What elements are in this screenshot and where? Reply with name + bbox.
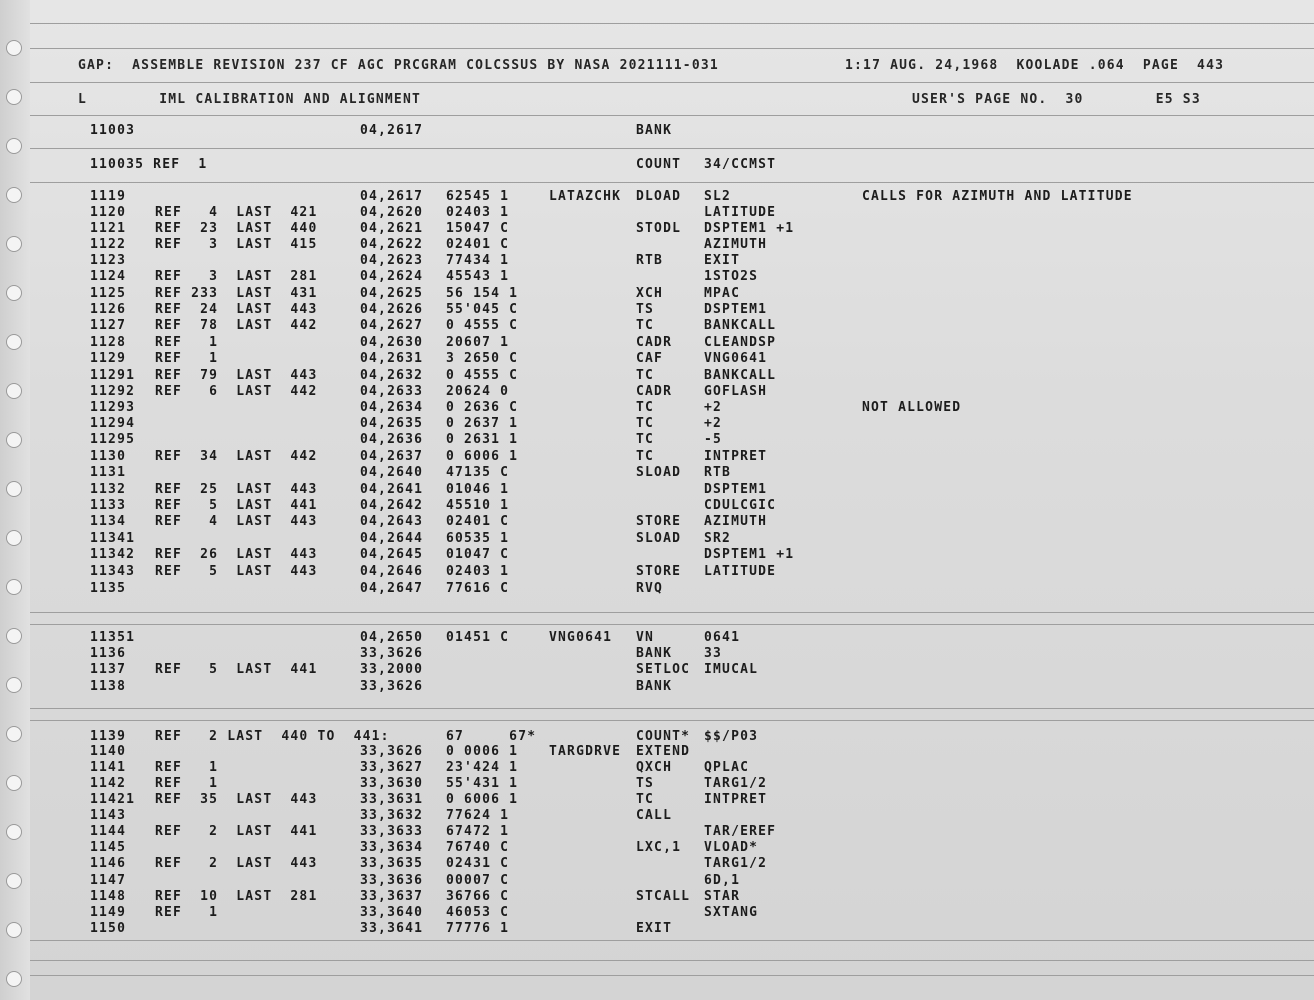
- opcode: TS: [636, 302, 655, 317]
- line-number: 1142: [90, 776, 127, 791]
- ref-info: REF 4 LAST 443: [155, 514, 318, 529]
- line-number: 1136: [90, 646, 127, 661]
- address: 33,3626: [360, 679, 424, 694]
- operand: VNG0641: [704, 351, 768, 366]
- object-code: 0 2631 1: [446, 432, 519, 447]
- ref-info: REF 5 LAST 443: [155, 564, 318, 579]
- opcode: SLOAD: [636, 531, 682, 546]
- operand: RTB: [704, 465, 732, 480]
- object-code: 56 154 1: [446, 286, 519, 301]
- address: 33,3626: [360, 744, 424, 759]
- operand: TAR/EREF: [704, 824, 777, 839]
- line-number: 1138: [90, 679, 127, 694]
- address: 33,3630: [360, 776, 424, 791]
- opcode: CADR: [636, 384, 673, 399]
- line-number: 11295: [90, 432, 136, 447]
- feed-hole: [6, 334, 22, 350]
- feed-hole: [6, 971, 22, 987]
- ruled-line: [30, 115, 1314, 116]
- object-code: 77616 C: [446, 581, 510, 596]
- address: 04,2645: [360, 547, 424, 562]
- object-code: 3 2650 C: [446, 351, 519, 366]
- section-title: L IML CALIBRATION AND ALIGNMENT: [78, 92, 422, 107]
- line-number: 1119: [90, 189, 127, 204]
- object-code: 0 6006 1: [446, 449, 519, 464]
- address: 04,2625: [360, 286, 424, 301]
- ref-info: REF 79 LAST 443: [155, 368, 318, 383]
- address: 33,3640: [360, 905, 424, 920]
- line-number: 11293: [90, 400, 136, 415]
- ref-info: REF 10 LAST 281: [155, 889, 318, 904]
- address: 04,2644: [360, 531, 424, 546]
- operand: 33: [704, 646, 723, 661]
- opcode: EXTEND: [636, 744, 691, 759]
- address: 04,2647: [360, 581, 424, 596]
- ruled-line: [30, 940, 1314, 941]
- line-number: 1131: [90, 465, 127, 480]
- object-code: 23'424 1: [446, 760, 519, 775]
- address: 04,2617: [360, 123, 424, 138]
- opcode: VN: [636, 630, 655, 645]
- line-number: 1148: [90, 889, 127, 904]
- feed-hole: [6, 187, 22, 203]
- line-number: 1145: [90, 840, 127, 855]
- address: 33,3627: [360, 760, 424, 775]
- object-code: 20607 1: [446, 335, 510, 350]
- opcode: LXC,1: [636, 840, 682, 855]
- address: 04,2646: [360, 564, 424, 579]
- address: 04,2650: [360, 630, 424, 645]
- tractor-feed-strip: [0, 0, 30, 1000]
- opcode: TC: [636, 368, 655, 383]
- operand: TARG1/2: [704, 856, 768, 871]
- operand: GOFLASH: [704, 384, 768, 399]
- operand: BANKCALL: [704, 318, 777, 333]
- line-number: 11342: [90, 547, 136, 562]
- ref-info: REF 1: [155, 776, 219, 791]
- object-code: 02403 1: [446, 564, 510, 579]
- feed-hole: [6, 383, 22, 399]
- opcode: TC: [636, 792, 655, 807]
- feed-hole: [6, 775, 22, 791]
- line-number: 110035 REF 1: [90, 157, 208, 172]
- operand: STAR: [704, 889, 741, 904]
- opcode: QXCH: [636, 760, 673, 775]
- line-number: 1146: [90, 856, 127, 871]
- opcode: TS: [636, 776, 655, 791]
- feed-hole: [6, 922, 22, 938]
- operand: AZIMUTH: [704, 237, 768, 252]
- address: 04,2636: [360, 432, 424, 447]
- address: 04,2623: [360, 253, 424, 268]
- object-code: 67 67*: [446, 729, 537, 744]
- feed-hole: [6, 285, 22, 301]
- operand: IMUCAL: [704, 662, 759, 677]
- feed-hole: [6, 40, 22, 56]
- operand: QPLAC: [704, 760, 750, 775]
- ruled-line: [30, 720, 1314, 721]
- line-number: 1125: [90, 286, 127, 301]
- operand: $$/P03: [704, 729, 759, 744]
- opcode: CALL: [636, 808, 673, 823]
- address: 04,2641: [360, 482, 424, 497]
- ref-info: REF 1: [155, 760, 219, 775]
- feed-hole: [6, 89, 22, 105]
- object-code: 46053 C: [446, 905, 510, 920]
- line-number: 1127: [90, 318, 127, 333]
- ref-info: REF 4 LAST 421: [155, 205, 318, 220]
- ruled-line: [30, 23, 1314, 24]
- line-number: 1135: [90, 581, 127, 596]
- operand: TARG1/2: [704, 776, 768, 791]
- object-code: 55'045 C: [446, 302, 519, 317]
- object-code: 15047 C: [446, 221, 510, 236]
- line-number: 1144: [90, 824, 127, 839]
- object-code: 76740 C: [446, 840, 510, 855]
- opcode: CADR: [636, 335, 673, 350]
- operand: DSPTEM1: [704, 482, 768, 497]
- comment: NOT ALLOWED: [862, 400, 962, 415]
- opcode: SETLOC: [636, 662, 691, 677]
- operand: +2: [704, 400, 723, 415]
- object-code: 0 0006 1: [446, 744, 519, 759]
- address: 33,3632: [360, 808, 424, 823]
- address: 04,2635: [360, 416, 424, 431]
- ruled-line: [30, 708, 1314, 709]
- operand: +2: [704, 416, 723, 431]
- line-number: 1143: [90, 808, 127, 823]
- object-code: 55'431 1: [446, 776, 519, 791]
- operand: 1STO2S: [704, 269, 759, 284]
- line-number: 1137: [90, 662, 127, 677]
- operand: 34/CCMST: [704, 157, 777, 172]
- label: LATAZCHK: [549, 189, 622, 204]
- line-number: 1141: [90, 760, 127, 775]
- opcode: TC: [636, 318, 655, 333]
- line-number: 1140: [90, 744, 127, 759]
- line-number: 1147: [90, 873, 127, 888]
- address: 04,2626: [360, 302, 424, 317]
- object-code: 01046 1: [446, 482, 510, 497]
- operand: SXTANG: [704, 905, 759, 920]
- assembly-timestamp-page: 1:17 AUG. 24,1968 KOOLADE .064 PAGE 443: [845, 58, 1225, 73]
- opcode: TC: [636, 400, 655, 415]
- object-code: 77776 1: [446, 921, 510, 936]
- address: 04,2633: [360, 384, 424, 399]
- assembly-header: GAP: ASSEMBLE REVISION 237 CF AGC PRCGRAM COLCSSUS BY NASA 2021111-031: [78, 58, 719, 73]
- object-code: 0 4555 C: [446, 368, 519, 383]
- ref-info: REF 2 LAST 440 TO 441:: [155, 729, 390, 744]
- operand: DSPTEM1: [704, 302, 768, 317]
- address: 04,2627: [360, 318, 424, 333]
- address: 33,3636: [360, 873, 424, 888]
- ruled-line: [30, 624, 1314, 625]
- object-code: 20624 0: [446, 384, 510, 399]
- object-code: 01451 C: [446, 630, 510, 645]
- opcode: COUNT: [636, 157, 682, 172]
- line-number: 1133: [90, 498, 127, 513]
- opcode: TC: [636, 432, 655, 447]
- opcode: BANK: [636, 646, 673, 661]
- ref-info: REF 3 LAST 415: [155, 237, 318, 252]
- comment: CALLS FOR AZIMUTH AND LATITUDE: [862, 189, 1133, 204]
- line-number: 11291: [90, 368, 136, 383]
- ref-info: REF 78 LAST 442: [155, 318, 318, 333]
- address: 04,2631: [360, 351, 424, 366]
- line-number: 1134: [90, 514, 127, 529]
- user-page-number: USER'S PAGE NO. 30 E5 S3: [912, 92, 1201, 107]
- line-number: 1132: [90, 482, 127, 497]
- object-code: 45510 1: [446, 498, 510, 513]
- opcode: COUNT*: [636, 729, 691, 744]
- operand: 0641: [704, 630, 741, 645]
- ref-info: REF 34 LAST 442: [155, 449, 318, 464]
- ref-info: REF 5 LAST 441: [155, 662, 318, 677]
- object-code: 02401 C: [446, 237, 510, 252]
- address: 04,2643: [360, 514, 424, 529]
- operand: MPAC: [704, 286, 741, 301]
- ref-info: REF 2 LAST 443: [155, 856, 318, 871]
- operand: AZIMUTH: [704, 514, 768, 529]
- address: 04,2624: [360, 269, 424, 284]
- address: 33,3631: [360, 792, 424, 807]
- feed-hole: [6, 824, 22, 840]
- ruled-line: [30, 612, 1314, 613]
- ruled-line: [30, 975, 1314, 976]
- address: 04,2621: [360, 221, 424, 236]
- ruled-line: [30, 960, 1314, 961]
- object-code: 0 6006 1: [446, 792, 519, 807]
- operand: CLEANDSP: [704, 335, 777, 350]
- ref-info: REF 233 LAST 431: [155, 286, 318, 301]
- feed-hole: [6, 726, 22, 742]
- opcode: SLOAD: [636, 465, 682, 480]
- opcode: CAF: [636, 351, 664, 366]
- operand: EXIT: [704, 253, 741, 268]
- opcode: TC: [636, 416, 655, 431]
- line-number: 1121: [90, 221, 127, 236]
- opcode: RVQ: [636, 581, 664, 596]
- opcode: BANK: [636, 123, 673, 138]
- operand: 6D,1: [704, 873, 741, 888]
- ref-info: REF 5 LAST 441: [155, 498, 318, 513]
- opcode: RTB: [636, 253, 664, 268]
- object-code: 02431 C: [446, 856, 510, 871]
- ref-info: REF 25 LAST 443: [155, 482, 318, 497]
- feed-hole: [6, 236, 22, 252]
- address: 04,2637: [360, 449, 424, 464]
- line-number: 1123: [90, 253, 127, 268]
- operand: LATITUDE: [704, 205, 777, 220]
- ref-info: REF 35 LAST 443: [155, 792, 318, 807]
- line-number: 11003: [90, 123, 136, 138]
- ref-info: REF 1: [155, 335, 219, 350]
- line-number: 1126: [90, 302, 127, 317]
- operand: DSPTEM1 +1: [704, 221, 795, 236]
- line-number: 11341: [90, 531, 136, 546]
- object-code: 02403 1: [446, 205, 510, 220]
- feed-hole: [6, 138, 22, 154]
- line-number: 1120: [90, 205, 127, 220]
- ref-info: REF 6 LAST 442: [155, 384, 318, 399]
- address: 04,2634: [360, 400, 424, 415]
- line-number: 1150: [90, 921, 127, 936]
- line-number: 1129: [90, 351, 127, 366]
- ruled-line: [30, 82, 1314, 83]
- line-number: 1122: [90, 237, 127, 252]
- ref-info: REF 3 LAST 281: [155, 269, 318, 284]
- object-code: 67472 1: [446, 824, 510, 839]
- address: 33,3633: [360, 824, 424, 839]
- address: 33,3641: [360, 921, 424, 936]
- operand: CDULCGIC: [704, 498, 777, 513]
- operand: SL2: [704, 189, 732, 204]
- ref-info: REF 1: [155, 905, 219, 920]
- address: 33,3634: [360, 840, 424, 855]
- ref-info: REF 1: [155, 351, 219, 366]
- operand: LATITUDE: [704, 564, 777, 579]
- line-number: 11294: [90, 416, 136, 431]
- operand: VLOAD*: [704, 840, 759, 855]
- line-number: 1149: [90, 905, 127, 920]
- line-number: 1128: [90, 335, 127, 350]
- object-code: 62545 1: [446, 189, 510, 204]
- opcode: DLOAD: [636, 189, 682, 204]
- ref-info: REF 23 LAST 440: [155, 221, 318, 236]
- address: 04,2622: [360, 237, 424, 252]
- opcode: TC: [636, 449, 655, 464]
- object-code: 77624 1: [446, 808, 510, 823]
- operand: SR2: [704, 531, 732, 546]
- feed-hole: [6, 677, 22, 693]
- ref-info: REF 2 LAST 441: [155, 824, 318, 839]
- line-number: 11292: [90, 384, 136, 399]
- line-number: 1130: [90, 449, 127, 464]
- ref-info: REF 24 LAST 443: [155, 302, 318, 317]
- object-code: 0 2637 1: [446, 416, 519, 431]
- operand: DSPTEM1 +1: [704, 547, 795, 562]
- opcode: BANK: [636, 679, 673, 694]
- feed-hole: [6, 432, 22, 448]
- operand: -5: [704, 432, 723, 447]
- feed-hole: [6, 628, 22, 644]
- address: 04,2642: [360, 498, 424, 513]
- line-number: 1139: [90, 729, 127, 744]
- opcode: STODL: [636, 221, 682, 236]
- operand: BANKCALL: [704, 368, 777, 383]
- address: 04,2640: [360, 465, 424, 480]
- object-code: 02401 C: [446, 514, 510, 529]
- feed-hole: [6, 579, 22, 595]
- label: TARGDRVE: [549, 744, 622, 759]
- address: 04,2632: [360, 368, 424, 383]
- object-code: 0 4555 C: [446, 318, 519, 333]
- feed-hole: [6, 530, 22, 546]
- line-number: 11351: [90, 630, 136, 645]
- address: 33,2000: [360, 662, 424, 677]
- address: 04,2620: [360, 205, 424, 220]
- address: 33,3637: [360, 889, 424, 904]
- label: VNG0641: [549, 630, 613, 645]
- feed-hole: [6, 481, 22, 497]
- opcode: EXIT: [636, 921, 673, 936]
- opcode: STCALL: [636, 889, 691, 904]
- ruled-line: [30, 182, 1314, 183]
- object-code: 36766 C: [446, 889, 510, 904]
- object-code: 47135 C: [446, 465, 510, 480]
- feed-hole: [6, 873, 22, 889]
- object-code: 01047 C: [446, 547, 510, 562]
- operand: INTPRET: [704, 792, 768, 807]
- ruled-line: [30, 148, 1314, 149]
- object-code: 60535 1: [446, 531, 510, 546]
- object-code: 00007 C: [446, 873, 510, 888]
- object-code: 77434 1: [446, 253, 510, 268]
- opcode: STORE: [636, 514, 682, 529]
- opcode: STORE: [636, 564, 682, 579]
- opcode: XCH: [636, 286, 664, 301]
- operand: INTPRET: [704, 449, 768, 464]
- address: 33,3626: [360, 646, 424, 661]
- object-code: 45543 1: [446, 269, 510, 284]
- line-number: 1124: [90, 269, 127, 284]
- address: 33,3635: [360, 856, 424, 871]
- address: 04,2630: [360, 335, 424, 350]
- address: 04,2617: [360, 189, 424, 204]
- ref-info: REF 26 LAST 443: [155, 547, 318, 562]
- ruled-line: [30, 48, 1314, 49]
- line-number: 11421: [90, 792, 136, 807]
- line-number: 11343: [90, 564, 136, 579]
- object-code: 0 2636 C: [446, 400, 519, 415]
